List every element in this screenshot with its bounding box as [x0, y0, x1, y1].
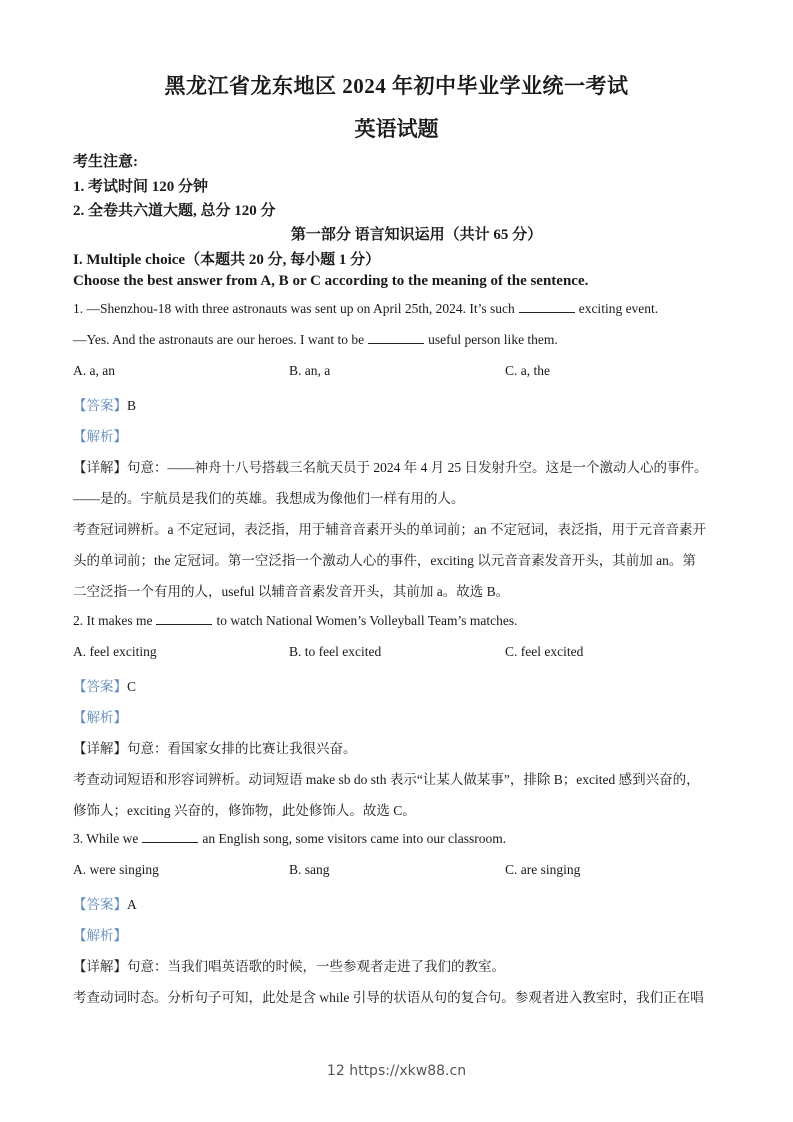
detail-text: 句意：当我们唱英语歌的时候，一些参观者走进了我们的教室。 — [127, 959, 505, 974]
question-text: 3. While we — [73, 831, 139, 846]
detail-label: 【详解】 — [73, 741, 127, 756]
question-3-detail-line1 — [73, 955, 505, 975]
question-1-answer — [73, 394, 136, 414]
answer-value: B — [127, 398, 137, 413]
question-2-detail-line1 — [73, 737, 357, 757]
detail-label: 【详解】 — [73, 959, 127, 974]
answer-label: 【答案】 — [73, 398, 127, 413]
notice-item-2: 2. 全卷共六道大题, 总分 120 分 — [73, 203, 276, 219]
question-text: to watch National Women’s Volleyball Team’s matches. — [216, 613, 518, 628]
question-2-answer — [73, 675, 136, 695]
question-3-stem — [73, 831, 506, 847]
question-1-option-a: A. a, an — [73, 363, 115, 378]
question-2-option-a: A. feel exciting — [73, 644, 157, 659]
answer-value: C — [127, 679, 137, 694]
answer-label: 【答案】 — [73, 897, 127, 912]
question-1-detail-line1 — [73, 456, 708, 476]
notice-item-1: 1. 考试时间 120 分钟 — [73, 179, 209, 195]
question-2-stem — [73, 613, 518, 629]
question-1-explain-line2: 头的单词前；the 定冠词。第一空泛指一个激动人心的事件，exciting 以元音音素发音开头，其前加 an。第 — [73, 553, 696, 568]
question-2-explain-line1: 考查动词短语和形容词辨析。动词短语 make sb do sth 表示“让某人做某事”，排除 B；excited 感到兴奋的， — [73, 772, 700, 787]
question-1-stem-line1 — [73, 301, 658, 317]
question-text: an English song, some visitors came into our classroom. — [202, 831, 507, 846]
question-1-explain-line1: 考查冠词辨析。a 不定冠词，表泛指，用于辅音音素开头的单词前；an 不定冠词，表泛指，用于元音音素开 — [73, 522, 706, 537]
question-2-explain-line2: 修饰人；exciting 兴奋的，修饰物，此处修饰人。故选 C。 — [73, 803, 416, 818]
question-3-option-b: B. sang — [289, 862, 330, 877]
question-1-option-b: B. an, a — [289, 363, 331, 378]
question-3-option-a: A. were singing — [73, 862, 159, 877]
question-text: 1. —Shenzhou-18 with three astronauts was sent up on April 25th, 2024. It’s such — [73, 301, 515, 316]
question-1-explain-line3: 二空泛指一个有用的人，useful 以辅音音素发音开头，其前加 a。故选 B。 — [73, 584, 510, 599]
question-1-option-c: C. a, the — [505, 363, 550, 378]
section-instruction: Choose the best answer from A, B or C according to the meaning of the sentence. — [73, 273, 589, 289]
question-3-option-c: C. are singing — [505, 862, 581, 877]
footer-url[interactable]: https://xkw88.cn — [349, 1063, 467, 1079]
answer-blank — [519, 302, 575, 313]
question-1-stem-line2 — [73, 332, 558, 348]
detail-text: 句意：——神舟十八号搭载三名航天员于 2024 年 4 月 25 日发射升空。这是一个激动人心的事件。 — [127, 460, 708, 475]
part-heading: 第一部分 语言知识运用（共计 65 分） — [290, 227, 543, 243]
document-title: 黑龙江省龙东地区 2024 年初中毕业学业统一考试 — [164, 74, 629, 98]
question-2-analysis-label: 【解析】 — [73, 710, 127, 725]
answer-blank — [142, 832, 198, 843]
question-1-analysis-label: 【解析】 — [73, 429, 127, 444]
detail-text: 句意：看国家女排的比赛让我很兴奋。 — [127, 741, 357, 756]
section-title: I. Multiple choice（本题共 20 分, 每小题 1 分） — [73, 252, 381, 268]
page-number: 12 — [326, 1063, 345, 1079]
detail-label: 【详解】 — [73, 460, 127, 475]
question-3-explain-line1: 考查动词时态。分析句子可知，此处是含 while 引导的状语从句的复合句。参观者进入教室时，我们正在唱 — [73, 990, 704, 1005]
question-2-option-c: C. feel excited — [505, 644, 584, 659]
question-text: useful person like them. — [428, 332, 558, 347]
question-text: —Yes. And the astronauts are our heroes. I want to be — [73, 332, 365, 347]
answer-blank — [156, 614, 212, 625]
question-1-detail-line2: ——是的。宇航员是我们的英雄。我想成为像他们一样有用的人。 — [73, 491, 465, 506]
question-2-option-b: B. to feel excited — [289, 644, 382, 659]
document-subtitle: 英语试题 — [354, 117, 439, 141]
answer-blank — [368, 333, 424, 344]
question-text: exciting event. — [578, 301, 659, 316]
page-footer — [0, 1063, 793, 1079]
question-text: 2. It makes me — [73, 613, 153, 628]
question-3-answer — [73, 893, 137, 913]
answer-value: A — [127, 897, 137, 912]
answer-label: 【答案】 — [73, 679, 127, 694]
question-3-analysis-label: 【解析】 — [73, 928, 127, 943]
notice-heading: 考生注意: — [73, 154, 138, 170]
